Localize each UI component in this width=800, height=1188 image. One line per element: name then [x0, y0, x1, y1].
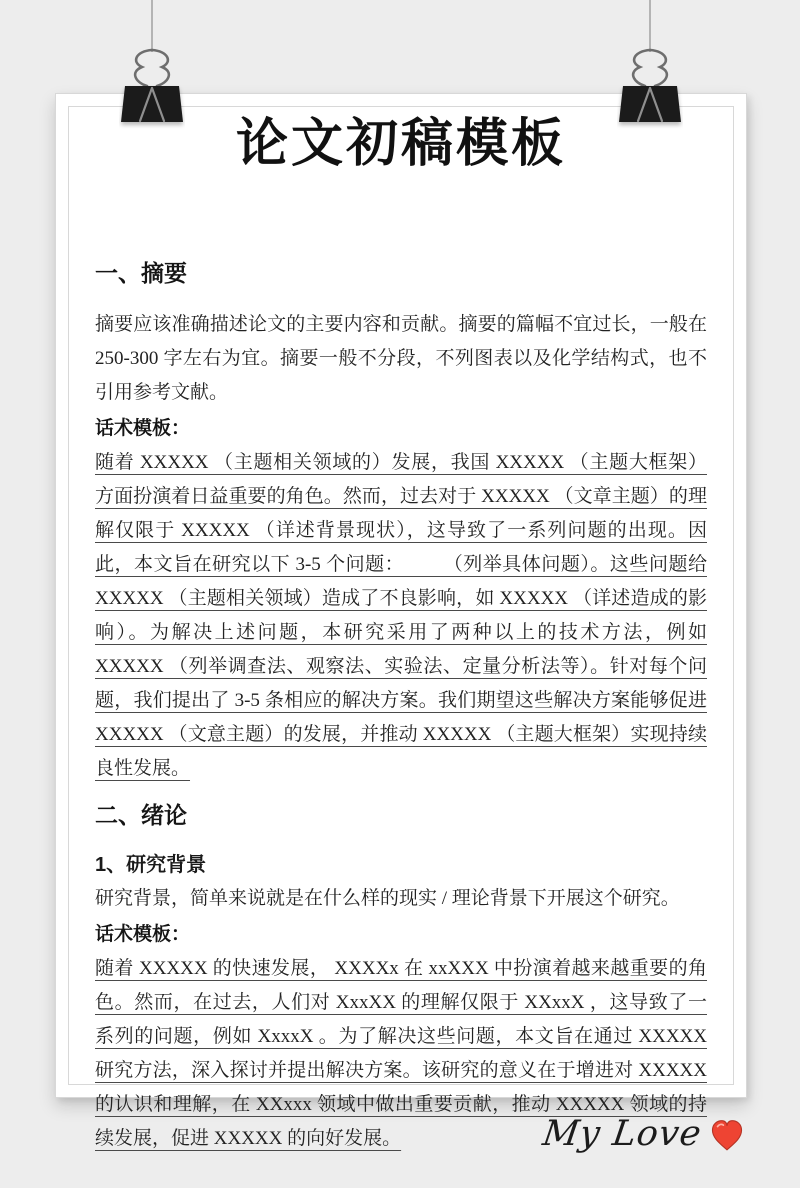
document-title: 论文初稿模板 — [235, 116, 566, 173]
binder-clip-icon — [617, 0, 683, 132]
template-label-abstract: 话术模板： — [95, 418, 191, 439]
template-paragraph-abstract: 随着 XXXXX （主题相关领域的）发展，我国 XXXXX （主题大框架）方面扮演着日益重要的角色。然而，过去对于 XXXXX （文章主题）的理解仅限于 XXXXX （详述背景现状），这导致了一系列问题的出现。因此，本文旨在研究以下 3-5 个问题： （列举具体问题）。这些问题给 XXXXX （主题相关领域）造成了不良影响，如 XXXXX （详述造成的影响）。为解决上述问题，本研究采用了两种以上的技术方法，例如 XXXXX （列举调查法、观察法、实验法、定量分析法等）。针对每个问题，我们提出了 3-5 条相应的解决方案。我们期望这些解决方案能够促进 XXXXX （文意主题）的发展，并推动 XXXXX （主题大框架）实现持续良性发展。 — [95, 452, 707, 779]
signature-text: My Love — [540, 1114, 705, 1154]
section-heading-introduction: 二、绪论 — [95, 802, 187, 828]
binder-clip-icon — [119, 0, 185, 132]
template-paragraph-introduction: 随着 XXXXX 的快速发展， XXXXx 在 xxXXX 中扮演着越来越重要的角色。然而，在过去，人们对 XxxXX 的理解仅限于 XXxxX ，这导致了一系列的问题，例如 XxxxX 。为了解决这些问题，本文旨在通过 XXXXX 研究方法，深入探讨并提出解决方案。该研究的意义在于增进对 XXXXX 的认识和理解，在 XXxxx 领域中做出重要贡献，推动 XXXXX 领域的持续发展，促进 XXXXX 的向好发展。 — [95, 958, 707, 1149]
signature — [540, 1114, 744, 1154]
red-heart-icon — [710, 1120, 744, 1152]
section-heading-abstract: 一、摘要 — [95, 260, 187, 286]
subheading-research-background: 1、研究背景 — [95, 854, 207, 876]
template-label-introduction: 话术模板： — [95, 924, 191, 945]
abstract-intro-paragraph: 摘要应该准确描述论文的主要内容和贡献。摘要的篇幅不宜过长，一般在 250-300 字左右为宜。摘要一般不分段，不列图表以及化学结构式，也不引用参考文献。 — [95, 314, 707, 403]
research-background-paragraph: 研究背景，简单来说就是在什么样的现实 / 理论背景下开展这个研究。 — [95, 888, 680, 909]
